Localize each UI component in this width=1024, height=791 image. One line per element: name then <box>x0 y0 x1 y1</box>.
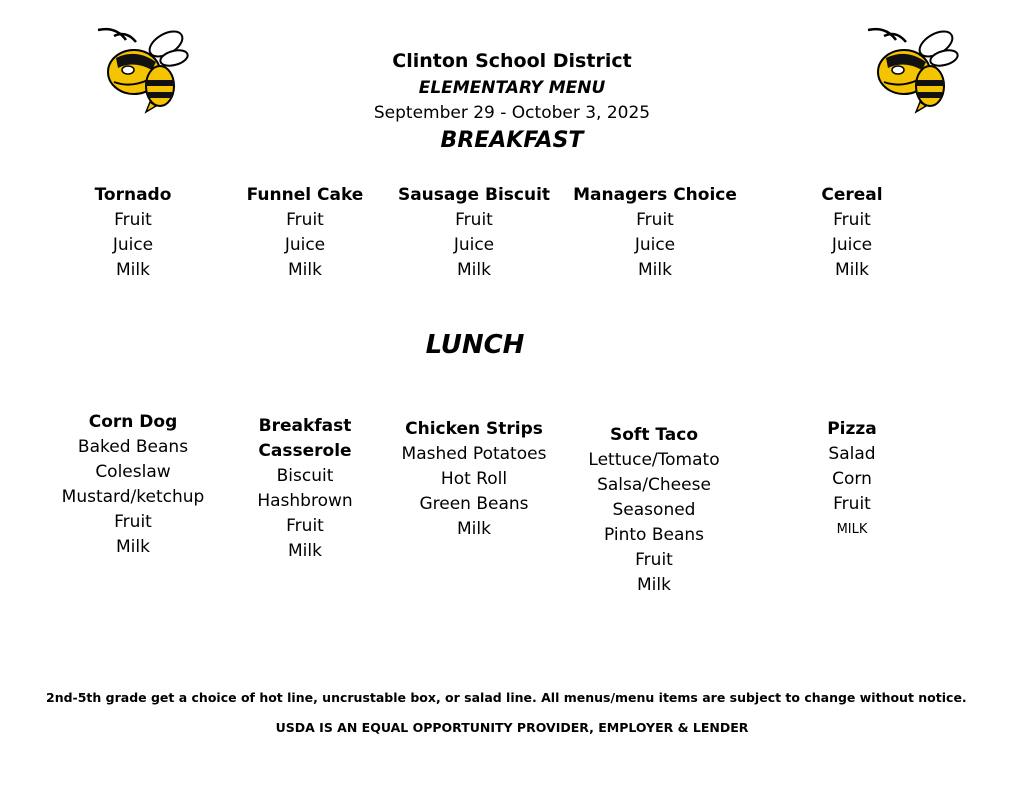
lunch-day-5 <box>802 417 902 542</box>
lunch-item: Fruit <box>833 494 871 514</box>
breakfast-day-1 <box>63 183 203 283</box>
lunch-entree: Soft Taco <box>610 425 698 445</box>
lunch-item: Coleslaw <box>95 462 171 482</box>
breakfast-day-3 <box>394 183 554 283</box>
lunch-item: Fruit <box>635 550 673 570</box>
lunch-entree-line-2: Casserole <box>258 441 352 461</box>
lunch-day-2 <box>235 414 375 564</box>
district-title: Clinton School District <box>392 50 632 72</box>
breakfast-item: Fruit <box>636 210 674 230</box>
breakfast-entree: Sausage Biscuit <box>397 185 551 205</box>
breakfast-item: Juice <box>634 235 676 255</box>
lunch-item: MILK <box>836 522 868 537</box>
breakfast-item: Fruit <box>114 210 152 230</box>
usda-statement: USDA IS AN EQUAL OPPORTUNITY PROVIDER, EMPLOYER & LENDER <box>275 720 749 735</box>
lunch-item: Seasoned <box>612 500 696 520</box>
breakfast-item: Milk <box>457 260 491 280</box>
breakfast-entree: Cereal <box>821 185 883 205</box>
breakfast-item: Fruit <box>455 210 493 230</box>
menu-type: ELEMENTARY MENU <box>418 78 606 98</box>
breakfast-entree: Tornado <box>94 185 172 205</box>
lunch-entree: Chicken Strips <box>405 419 543 439</box>
breakfast-item: Milk <box>638 260 672 280</box>
breakfast-entree: Managers Choice <box>573 185 737 205</box>
lunch-item: Milk <box>637 575 671 595</box>
breakfast-item: Juice <box>284 235 326 255</box>
lunch-item: Fruit <box>286 516 324 536</box>
lunch-item: Salsa/Cheese <box>597 475 711 495</box>
lunch-item: Milk <box>288 541 322 561</box>
lunch-entree: Pizza <box>827 419 877 439</box>
lunch-entree: Corn Dog <box>88 412 178 432</box>
lunch-item: Mustard/ketchup <box>61 487 205 507</box>
breakfast-item: Juice <box>831 235 873 255</box>
breakfast-day-4 <box>570 183 740 283</box>
breakfast-day-2 <box>235 183 375 283</box>
breakfast-heading: BREAKFAST <box>440 128 584 153</box>
lunch-item: Salad <box>828 444 876 464</box>
breakfast-item: Juice <box>453 235 495 255</box>
lunch-item: Pinto Beans <box>603 525 705 545</box>
breakfast-day-5 <box>792 183 912 283</box>
lunch-entree-line-1: Breakfast <box>258 416 352 436</box>
breakfast-item: Milk <box>835 260 869 280</box>
lunch-item: Fruit <box>114 512 152 532</box>
lunch-item: Mashed Potatoes <box>401 444 547 464</box>
lunch-item: Hot Roll <box>440 469 508 489</box>
breakfast-item: Juice <box>112 235 154 255</box>
lunch-day-1 <box>48 410 218 560</box>
lunch-item: Corn <box>832 469 872 489</box>
breakfast-item: Milk <box>288 260 322 280</box>
lunch-item: Biscuit <box>276 466 334 486</box>
menu-dates: September 29 - October 3, 2025 <box>373 103 651 123</box>
lunch-item: Milk <box>457 519 491 539</box>
lunch-item: Green Beans <box>419 494 529 514</box>
breakfast-item: Milk <box>116 260 150 280</box>
lunch-item: Lettuce/Tomato <box>588 450 720 470</box>
lunch-day-4 <box>574 423 734 598</box>
footer-note: 2nd-5th grade get a choice of hot line, uncrustable box, or salad line. All menus/menu items are subject to change without notice. <box>46 690 967 705</box>
lunch-item: Hashbrown <box>257 491 353 511</box>
breakfast-entree: Funnel Cake <box>246 185 364 205</box>
lunch-heading: LUNCH <box>425 330 525 360</box>
lunch-item: Baked Beans <box>77 437 189 457</box>
lunch-item: Milk <box>116 537 150 557</box>
lunch-day-3 <box>389 417 559 542</box>
breakfast-item: Fruit <box>833 210 871 230</box>
breakfast-item: Fruit <box>286 210 324 230</box>
